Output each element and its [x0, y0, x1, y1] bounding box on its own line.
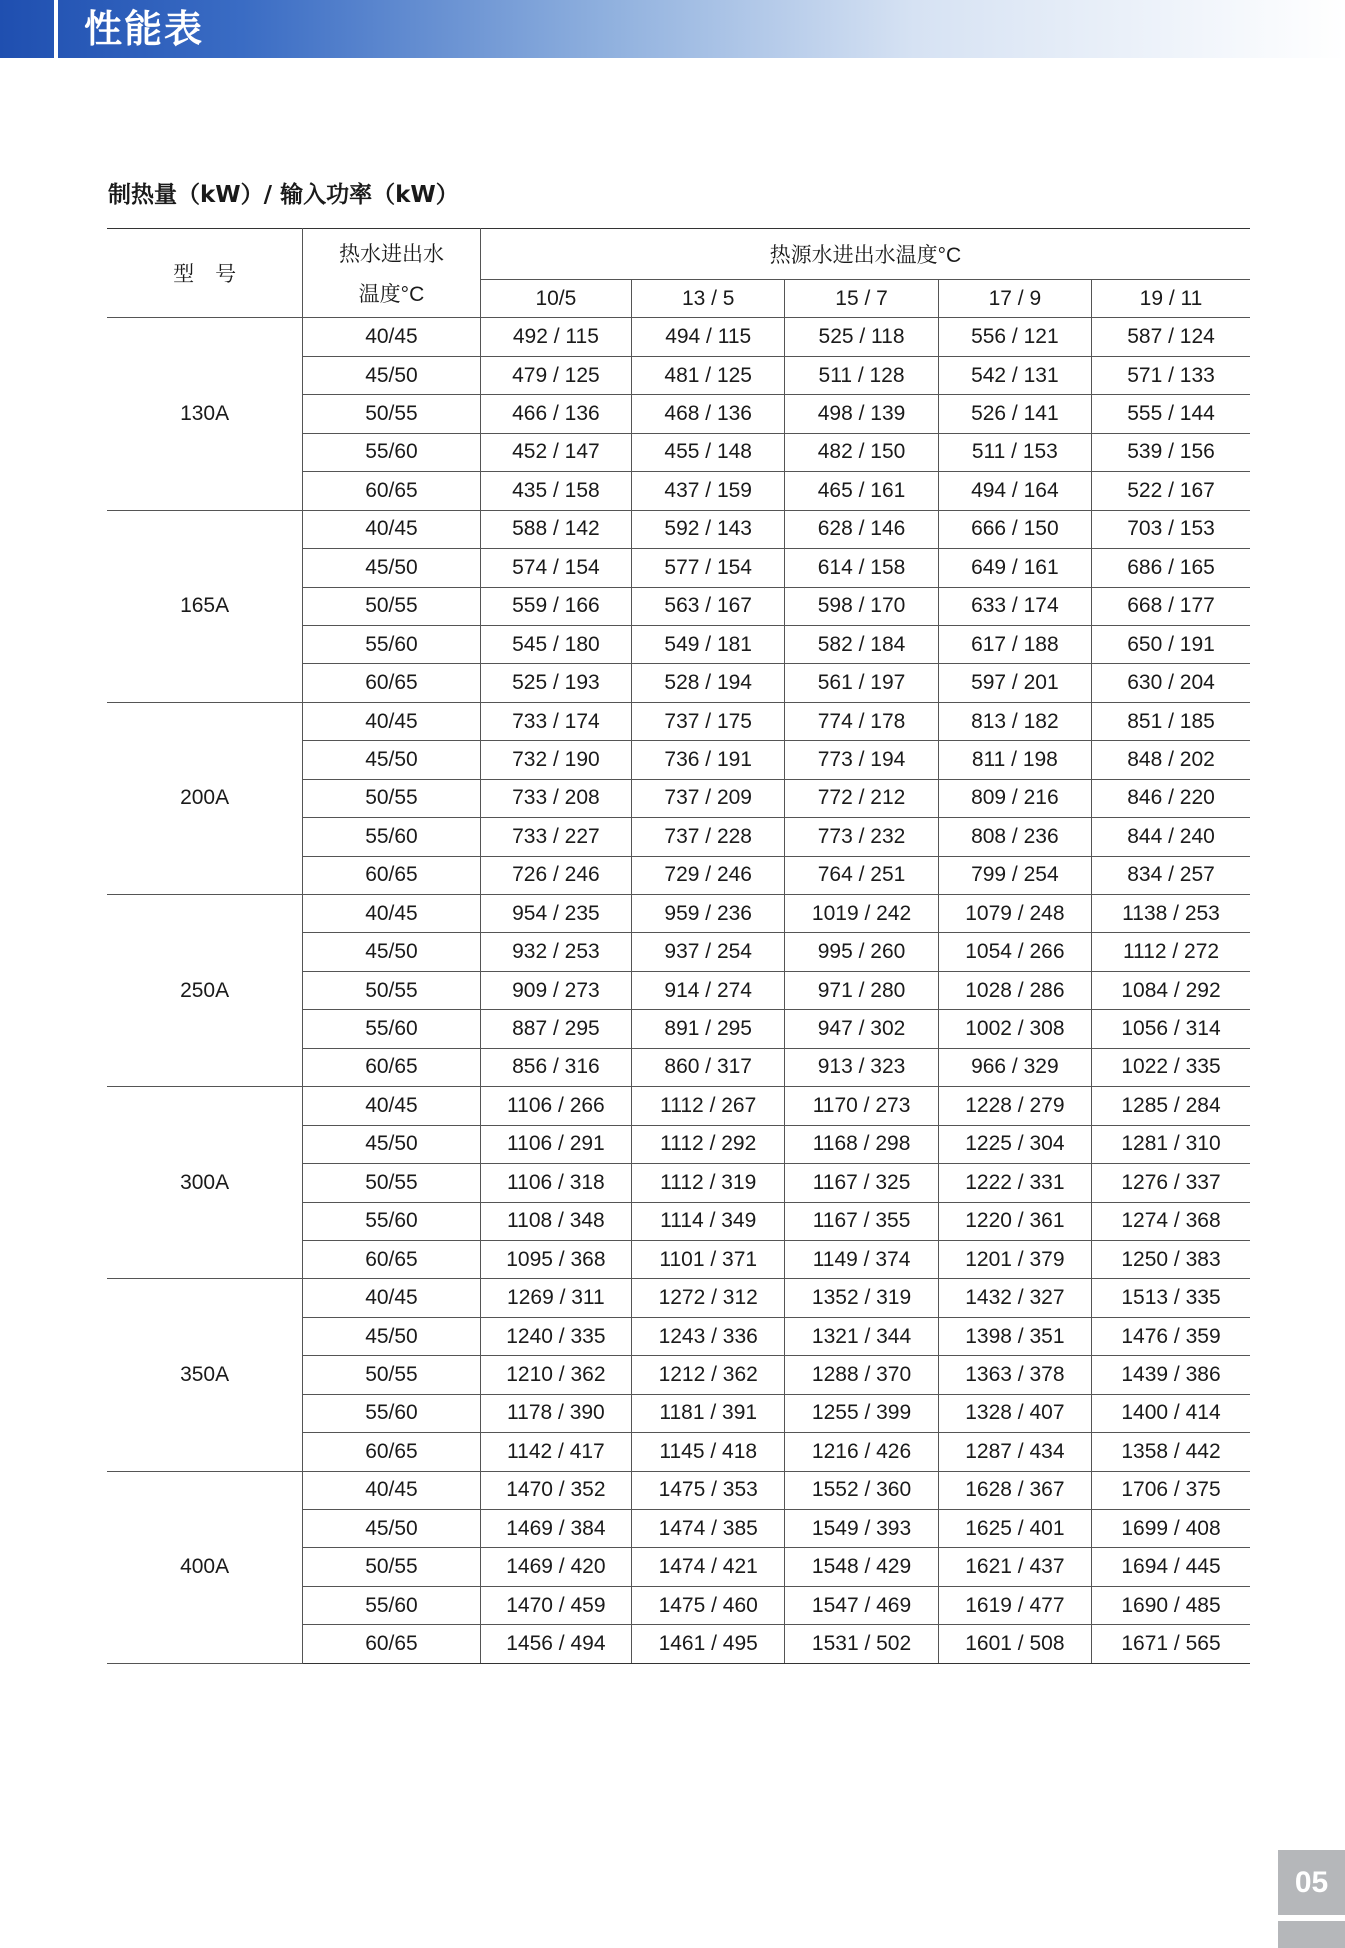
source-temp-header: 19 / 11 [1092, 280, 1250, 318]
performance-table [107, 228, 1250, 1664]
value-cell: 1469 / 420 [480, 1548, 631, 1586]
value-cell: 1149 / 374 [785, 1240, 938, 1278]
hot-water-temp-cell: 45/50 [303, 1510, 481, 1548]
value-cell: 860 / 317 [632, 1048, 785, 1086]
value-cell: 1475 / 460 [632, 1586, 785, 1624]
value-cell: 511 / 128 [785, 356, 938, 394]
value-cell: 1138 / 253 [1092, 895, 1250, 933]
value-cell: 592 / 143 [632, 510, 785, 548]
value-cell: 466 / 136 [480, 395, 631, 433]
value-cell: 1461 / 495 [632, 1625, 785, 1663]
value-cell: 913 / 323 [785, 1048, 938, 1086]
value-cell: 1470 / 459 [480, 1586, 631, 1624]
table-row [107, 1279, 1250, 1317]
value-cell: 813 / 182 [938, 702, 1091, 740]
value-cell: 891 / 295 [632, 1010, 785, 1048]
hot-water-temp-cell: 50/55 [303, 1164, 481, 1202]
value-cell: 628 / 146 [785, 510, 938, 548]
value-cell: 1281 / 310 [1092, 1125, 1250, 1163]
value-cell: 1019 / 242 [785, 895, 938, 933]
value-cell: 686 / 165 [1092, 549, 1250, 587]
value-cell: 954 / 235 [480, 895, 631, 933]
value-cell: 729 / 246 [632, 856, 785, 894]
value-cell: 772 / 212 [785, 779, 938, 817]
value-cell: 666 / 150 [938, 510, 1091, 548]
value-cell: 630 / 204 [1092, 664, 1250, 702]
value-cell: 555 / 144 [1092, 395, 1250, 433]
value-cell: 1274 / 368 [1092, 1202, 1250, 1240]
model-cell: 200A [107, 702, 303, 894]
value-cell: 995 / 260 [785, 933, 938, 971]
value-cell: 737 / 209 [632, 779, 785, 817]
hot-water-temp-cell: 40/45 [303, 895, 481, 933]
value-cell: 959 / 236 [632, 895, 785, 933]
value-cell: 844 / 240 [1092, 818, 1250, 856]
value-cell: 1145 / 418 [632, 1433, 785, 1471]
value-cell: 1601 / 508 [938, 1625, 1091, 1663]
value-cell: 1269 / 311 [480, 1279, 631, 1317]
value-cell: 1167 / 355 [785, 1202, 938, 1240]
value-cell: 914 / 274 [632, 971, 785, 1009]
value-cell: 1285 / 284 [1092, 1087, 1250, 1125]
value-cell: 799 / 254 [938, 856, 1091, 894]
hot-water-temp-cell: 50/55 [303, 971, 481, 1009]
value-cell: 737 / 175 [632, 702, 785, 740]
hot-water-temp-cell: 45/50 [303, 356, 481, 394]
source-temp-header: 13 / 5 [632, 280, 785, 318]
value-cell: 587 / 124 [1092, 318, 1250, 356]
value-cell: 1469 / 384 [480, 1510, 631, 1548]
value-cell: 736 / 191 [632, 741, 785, 779]
value-cell: 435 / 158 [480, 472, 631, 510]
value-cell: 559 / 166 [480, 587, 631, 625]
value-cell: 809 / 216 [938, 779, 1091, 817]
value-cell: 1276 / 337 [1092, 1164, 1250, 1202]
value-cell: 494 / 115 [632, 318, 785, 356]
value-cell: 1547 / 469 [785, 1586, 938, 1624]
value-cell: 437 / 159 [632, 472, 785, 510]
value-cell: 1106 / 318 [480, 1164, 631, 1202]
value-cell: 526 / 141 [938, 395, 1091, 433]
value-cell: 1002 / 308 [938, 1010, 1091, 1048]
hot-water-temp-cell: 45/50 [303, 549, 481, 587]
value-cell: 1476 / 359 [1092, 1317, 1250, 1355]
hot-water-temp-cell: 55/60 [303, 1202, 481, 1240]
value-cell: 522 / 167 [1092, 472, 1250, 510]
value-cell: 528 / 194 [632, 664, 785, 702]
value-cell: 1101 / 371 [632, 1240, 785, 1278]
value-cell: 856 / 316 [480, 1048, 631, 1086]
value-cell: 598 / 170 [785, 587, 938, 625]
value-cell: 617 / 188 [938, 625, 1091, 663]
hot-water-temp-cell: 50/55 [303, 779, 481, 817]
value-cell: 1168 / 298 [785, 1125, 938, 1163]
value-cell: 971 / 280 [785, 971, 938, 1009]
hot-water-temp-header-line2: 温度°C [358, 283, 425, 307]
value-cell: 1352 / 319 [785, 1279, 938, 1317]
value-cell: 966 / 329 [938, 1048, 1091, 1086]
value-cell: 556 / 121 [938, 318, 1091, 356]
value-cell: 1228 / 279 [938, 1087, 1091, 1125]
model-cell: 350A [107, 1279, 303, 1471]
value-cell: 1095 / 368 [480, 1240, 631, 1278]
hot-water-temp-cell: 40/45 [303, 318, 481, 356]
value-cell: 764 / 251 [785, 856, 938, 894]
hot-water-temp-cell: 60/65 [303, 1433, 481, 1471]
hot-water-temp-cell: 55/60 [303, 1586, 481, 1624]
page-number-badge: 05 [1278, 1850, 1345, 1915]
value-cell: 668 / 177 [1092, 587, 1250, 625]
value-cell: 811 / 198 [938, 741, 1091, 779]
value-cell: 1106 / 291 [480, 1125, 631, 1163]
hot-water-temp-cell: 60/65 [303, 1240, 481, 1278]
hot-water-temp-cell: 40/45 [303, 510, 481, 548]
value-cell: 1549 / 393 [785, 1510, 938, 1548]
value-cell: 1112 / 292 [632, 1125, 785, 1163]
value-cell: 1054 / 266 [938, 933, 1091, 971]
source-temp-header: 17 / 9 [938, 280, 1091, 318]
table-row [107, 510, 1250, 548]
value-cell: 1619 / 477 [938, 1586, 1091, 1624]
hot-water-temp-cell: 45/50 [303, 1317, 481, 1355]
value-cell: 542 / 131 [938, 356, 1091, 394]
page-title: 性能表 [84, 7, 205, 51]
value-cell: 482 / 150 [785, 433, 938, 471]
value-cell: 1079 / 248 [938, 895, 1091, 933]
value-cell: 1216 / 426 [785, 1433, 938, 1471]
value-cell: 492 / 115 [480, 318, 631, 356]
hot-water-temp-cell: 40/45 [303, 1279, 481, 1317]
value-cell: 1706 / 375 [1092, 1471, 1250, 1509]
hot-water-temp-cell: 50/55 [303, 587, 481, 625]
source-temp-header: 10/5 [480, 280, 631, 318]
value-cell: 1432 / 327 [938, 1279, 1091, 1317]
value-cell: 932 / 253 [480, 933, 631, 971]
value-cell: 1167 / 325 [785, 1164, 938, 1202]
table-row [107, 702, 1250, 740]
value-cell: 614 / 158 [785, 549, 938, 587]
source-water-temp-header: 热源水进出水温度°C [480, 229, 1250, 280]
value-cell: 937 / 254 [632, 933, 785, 971]
value-cell: 574 / 154 [480, 549, 631, 587]
hot-water-temp-cell: 55/60 [303, 1010, 481, 1048]
value-cell: 848 / 202 [1092, 741, 1250, 779]
value-cell: 851 / 185 [1092, 702, 1250, 740]
value-cell: 1287 / 434 [938, 1433, 1091, 1471]
value-cell: 597 / 201 [938, 664, 1091, 702]
hot-water-temp-cell: 45/50 [303, 741, 481, 779]
value-cell: 1272 / 312 [632, 1279, 785, 1317]
value-cell: 525 / 118 [785, 318, 938, 356]
value-cell: 465 / 161 [785, 472, 938, 510]
value-cell: 773 / 194 [785, 741, 938, 779]
value-cell: 1201 / 379 [938, 1240, 1091, 1278]
value-cell: 545 / 180 [480, 625, 631, 663]
value-cell: 1321 / 344 [785, 1317, 938, 1355]
hot-water-temp-cell: 55/60 [303, 818, 481, 856]
hot-water-temp-cell: 50/55 [303, 1356, 481, 1394]
hot-water-temp-cell: 60/65 [303, 472, 481, 510]
value-cell: 549 / 181 [632, 625, 785, 663]
value-cell: 455 / 148 [632, 433, 785, 471]
value-cell: 1250 / 383 [1092, 1240, 1250, 1278]
value-cell: 1181 / 391 [632, 1394, 785, 1432]
value-cell: 733 / 227 [480, 818, 631, 856]
value-cell: 1212 / 362 [632, 1356, 785, 1394]
hot-water-temp-cell: 60/65 [303, 856, 481, 894]
value-cell: 1288 / 370 [785, 1356, 938, 1394]
value-cell: 726 / 246 [480, 856, 631, 894]
value-cell: 1022 / 335 [1092, 1048, 1250, 1086]
hot-water-temp-cell: 55/60 [303, 433, 481, 471]
value-cell: 1108 / 348 [480, 1202, 631, 1240]
value-cell: 1358 / 442 [1092, 1433, 1250, 1471]
value-cell: 1363 / 378 [938, 1356, 1091, 1394]
value-cell: 1513 / 335 [1092, 1279, 1250, 1317]
value-cell: 1456 / 494 [480, 1625, 631, 1663]
value-cell: 539 / 156 [1092, 433, 1250, 471]
value-cell: 525 / 193 [480, 664, 631, 702]
value-cell: 577 / 154 [632, 549, 785, 587]
hot-water-temp-cell: 55/60 [303, 625, 481, 663]
value-cell: 561 / 197 [785, 664, 938, 702]
value-cell: 1178 / 390 [480, 1394, 631, 1432]
value-cell: 1056 / 314 [1092, 1010, 1250, 1048]
value-cell: 733 / 174 [480, 702, 631, 740]
value-cell: 1142 / 417 [480, 1433, 631, 1471]
source-temp-header: 15 / 7 [785, 280, 938, 318]
value-cell: 1671 / 565 [1092, 1625, 1250, 1663]
value-cell: 1222 / 331 [938, 1164, 1091, 1202]
value-cell: 1170 / 273 [785, 1087, 938, 1125]
hot-water-temp-cell: 40/45 [303, 702, 481, 740]
value-cell: 1625 / 401 [938, 1510, 1091, 1548]
value-cell: 452 / 147 [480, 433, 631, 471]
value-cell: 1694 / 445 [1092, 1548, 1250, 1586]
hot-water-temp-cell: 60/65 [303, 1048, 481, 1086]
hot-water-temp-header-line1: 热水进出水 [338, 243, 444, 267]
value-cell: 1220 / 361 [938, 1202, 1091, 1240]
value-cell: 494 / 164 [938, 472, 1091, 510]
table-row [107, 1087, 1250, 1125]
value-cell: 1548 / 429 [785, 1548, 938, 1586]
value-cell: 1474 / 385 [632, 1510, 785, 1548]
value-cell: 808 / 236 [938, 818, 1091, 856]
value-cell: 1398 / 351 [938, 1317, 1091, 1355]
value-cell: 1240 / 335 [480, 1317, 631, 1355]
hot-water-temp-cell: 45/50 [303, 933, 481, 971]
value-cell: 1112 / 272 [1092, 933, 1250, 971]
hot-water-temp-cell: 40/45 [303, 1087, 481, 1125]
hot-water-temp-cell: 40/45 [303, 1471, 481, 1509]
value-cell: 1690 / 485 [1092, 1586, 1250, 1624]
value-cell: 1474 / 421 [632, 1548, 785, 1586]
value-cell: 1699 / 408 [1092, 1510, 1250, 1548]
hot-water-temp-cell: 45/50 [303, 1125, 481, 1163]
value-cell: 1210 / 362 [480, 1356, 631, 1394]
value-cell: 774 / 178 [785, 702, 938, 740]
value-cell: 511 / 153 [938, 433, 1091, 471]
model-header: 型 号 [107, 229, 303, 318]
value-cell: 1439 / 386 [1092, 1356, 1250, 1394]
value-cell: 481 / 125 [632, 356, 785, 394]
value-cell: 887 / 295 [480, 1010, 631, 1048]
value-cell: 773 / 232 [785, 818, 938, 856]
hot-water-temp-cell: 60/65 [303, 664, 481, 702]
value-cell: 834 / 257 [1092, 856, 1250, 894]
value-cell: 649 / 161 [938, 549, 1091, 587]
value-cell: 703 / 153 [1092, 510, 1250, 548]
value-cell: 1243 / 336 [632, 1317, 785, 1355]
header-divider [54, 0, 58, 58]
value-cell: 737 / 228 [632, 818, 785, 856]
value-cell: 1114 / 349 [632, 1202, 785, 1240]
value-cell: 1255 / 399 [785, 1394, 938, 1432]
model-cell: 300A [107, 1087, 303, 1279]
value-cell: 563 / 167 [632, 587, 785, 625]
value-cell: 468 / 136 [632, 395, 785, 433]
value-cell: 1621 / 437 [938, 1548, 1091, 1586]
table-row [107, 1471, 1250, 1509]
model-cell: 250A [107, 895, 303, 1087]
value-cell: 582 / 184 [785, 625, 938, 663]
hot-water-temp-cell: 60/65 [303, 1625, 481, 1663]
value-cell: 1475 / 353 [632, 1471, 785, 1509]
value-cell: 1531 / 502 [785, 1625, 938, 1663]
hot-water-temp-header [303, 229, 481, 318]
model-cell: 165A [107, 510, 303, 702]
value-cell: 650 / 191 [1092, 625, 1250, 663]
value-cell: 1328 / 407 [938, 1394, 1091, 1432]
hot-water-temp-cell: 50/55 [303, 1548, 481, 1586]
value-cell: 1628 / 367 [938, 1471, 1091, 1509]
table-row [107, 895, 1250, 933]
page-number-strip [1278, 1921, 1345, 1948]
value-cell: 909 / 273 [480, 971, 631, 1009]
value-cell: 1470 / 352 [480, 1471, 631, 1509]
value-cell: 633 / 174 [938, 587, 1091, 625]
value-cell: 1106 / 266 [480, 1087, 631, 1125]
value-cell: 1225 / 304 [938, 1125, 1091, 1163]
value-cell: 479 / 125 [480, 356, 631, 394]
hot-water-temp-cell: 50/55 [303, 395, 481, 433]
value-cell: 733 / 208 [480, 779, 631, 817]
value-cell: 1084 / 292 [1092, 971, 1250, 1009]
value-cell: 1028 / 286 [938, 971, 1091, 1009]
model-cell: 130A [107, 318, 303, 510]
value-cell: 732 / 190 [480, 741, 631, 779]
value-cell: 588 / 142 [480, 510, 631, 548]
hot-water-temp-cell: 55/60 [303, 1394, 481, 1432]
table-caption: 制热量（kW）/ 输入功率（kW） [108, 182, 459, 208]
table-row [107, 318, 1250, 356]
model-cell: 400A [107, 1471, 303, 1663]
value-cell: 1552 / 360 [785, 1471, 938, 1509]
value-cell: 846 / 220 [1092, 779, 1250, 817]
value-cell: 1112 / 267 [632, 1087, 785, 1125]
value-cell: 1400 / 414 [1092, 1394, 1250, 1432]
value-cell: 947 / 302 [785, 1010, 938, 1048]
value-cell: 571 / 133 [1092, 356, 1250, 394]
value-cell: 1112 / 319 [632, 1164, 785, 1202]
value-cell: 498 / 139 [785, 395, 938, 433]
